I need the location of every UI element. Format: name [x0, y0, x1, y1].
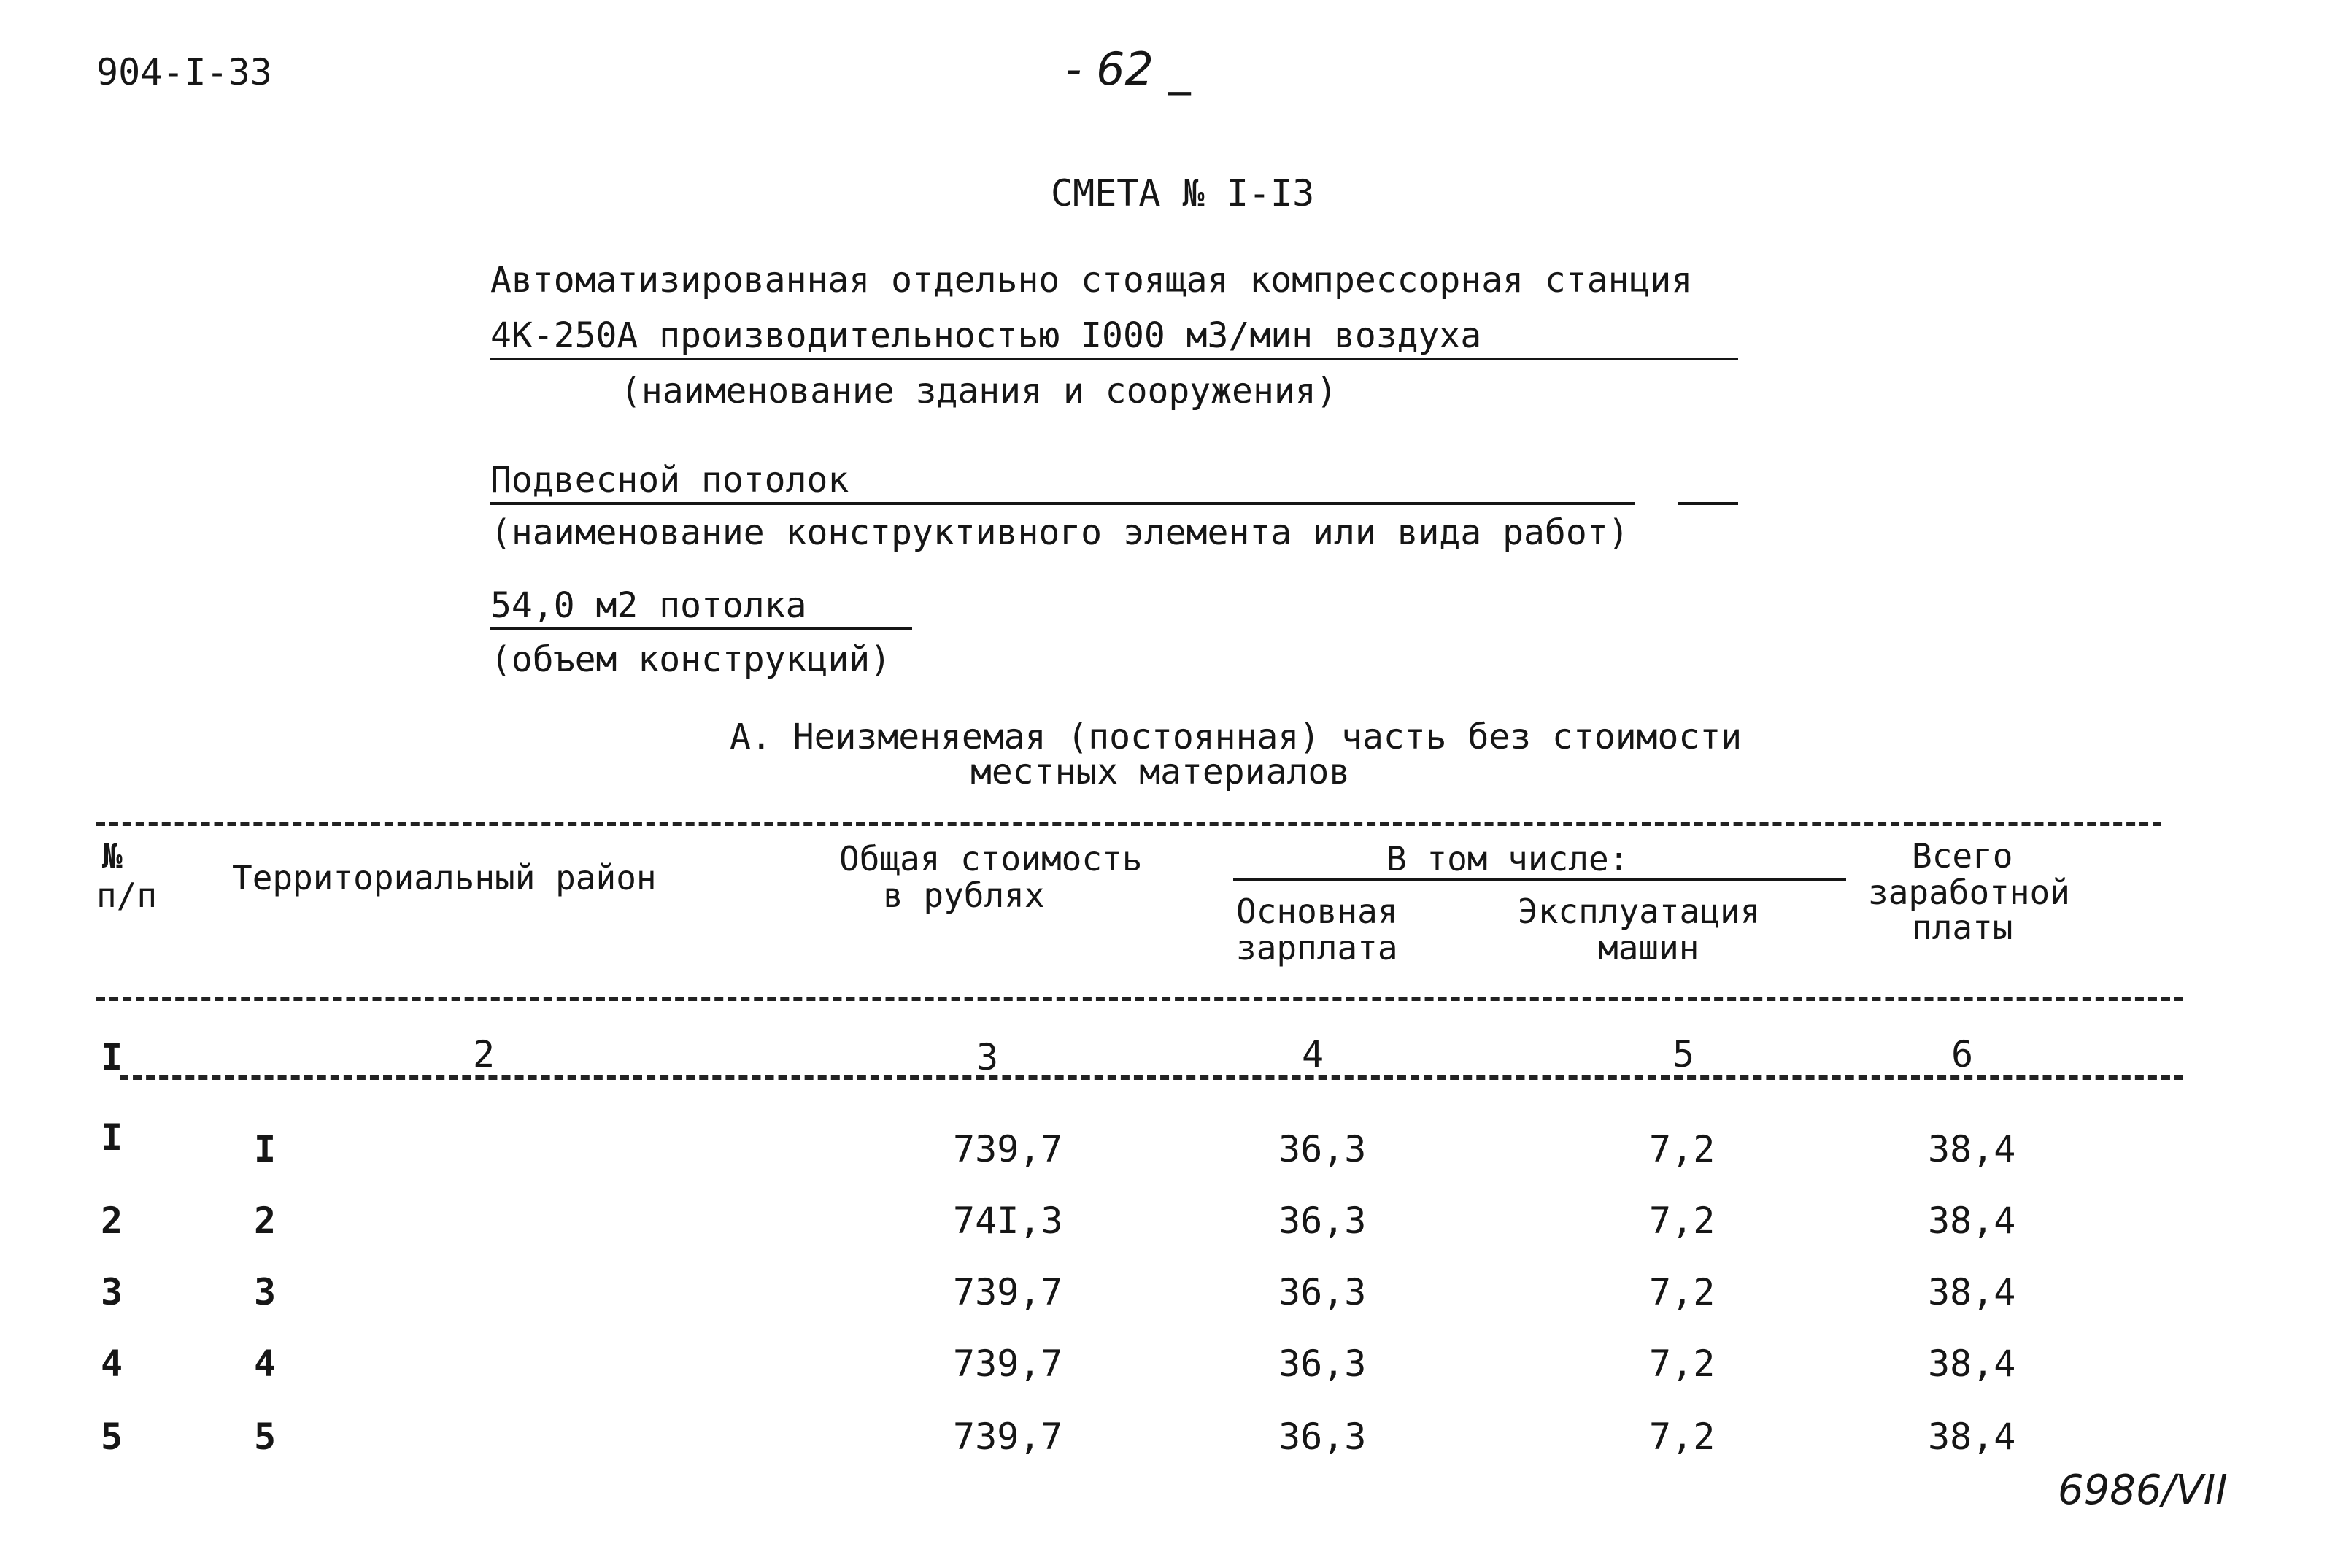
header-district: Территориальный район — [232, 858, 657, 897]
row-total-cost: 739,7 — [953, 1128, 1063, 1170]
row-base-wage: 36,3 — [1278, 1200, 1367, 1242]
header-total-line1: Общая стоимость — [839, 839, 1143, 878]
header-machine-line2: машин — [1598, 928, 1699, 968]
structural-element-name: Подвесной потолок — [490, 460, 849, 501]
column-number-3: 3 — [976, 1036, 999, 1078]
row-total-cost: 739,7 — [953, 1416, 1063, 1458]
row-number: I — [101, 1116, 123, 1159]
header-number: п/п — [96, 876, 158, 915]
construction-volume: 54,0 м2 потолка — [490, 585, 807, 626]
row-base-wage: 36,3 — [1278, 1416, 1367, 1458]
table-header-rule — [96, 997, 2183, 1001]
row-machine-cost: 7,2 — [1649, 1128, 1716, 1170]
row-district: 5 — [254, 1416, 277, 1458]
row-district: 2 — [254, 1200, 277, 1242]
row-district: I — [254, 1128, 277, 1170]
header-all-wage-line2: заработной — [1868, 873, 2070, 912]
document-code: 904-I-33 — [96, 51, 272, 93]
table-top-rule — [96, 822, 2161, 826]
header-wage-line2: зарплата — [1236, 928, 1398, 968]
archive-stamp: 6986/VII — [2058, 1467, 2228, 1514]
row-number: 3 — [101, 1271, 123, 1313]
estimate-title: СМЕТА № I-I3 — [1051, 172, 1315, 215]
row-base-wage: 36,3 — [1278, 1271, 1367, 1313]
column-number-5: 5 — [1672, 1033, 1695, 1075]
column-number-1: I — [101, 1036, 123, 1078]
row-base-wage: 36,3 — [1278, 1343, 1367, 1385]
row-machine-cost: 7,2 — [1649, 1200, 1716, 1242]
row-number: 4 — [101, 1343, 123, 1385]
row-number: 5 — [101, 1416, 123, 1458]
page-number: - 62 _ — [1065, 42, 1191, 96]
header-all-wage-line1: Всего — [1912, 836, 2013, 876]
header-number-symbol: № — [102, 836, 123, 876]
row-machine-cost: 7,2 — [1649, 1416, 1716, 1458]
column-number-2: 2 — [473, 1033, 495, 1075]
row-district: 4 — [254, 1343, 277, 1385]
header-total-line2: в рублях — [883, 876, 1045, 915]
row-total-wage: 38,4 — [1928, 1200, 2016, 1242]
construction-volume-caption: (объем конструкций) — [490, 639, 892, 680]
building-name-line2: 4К-250А производительностью I000 м3/мин воздуха — [490, 315, 1482, 356]
column-number-6: 6 — [1951, 1033, 1974, 1075]
row-machine-cost: 7,2 — [1649, 1271, 1716, 1313]
column-number-4: 4 — [1302, 1033, 1324, 1075]
row-total-wage: 38,4 — [1928, 1343, 2016, 1385]
building-caption: (наименование здания и сооружения) — [620, 371, 1338, 412]
structural-element-underline — [490, 502, 1635, 505]
row-total-wage: 38,4 — [1928, 1416, 2016, 1458]
section-heading-line2: местных материалов — [970, 752, 1351, 792]
header-all-wage-line3: платы — [1912, 908, 2013, 947]
row-total-cost: 739,7 — [953, 1343, 1063, 1385]
column-numbers-rule — [120, 1075, 2183, 1080]
row-number: 2 — [101, 1200, 123, 1242]
header-wage-line1: Основная — [1236, 892, 1398, 931]
row-total-wage: 38,4 — [1928, 1128, 2016, 1170]
header-including: В том числе: — [1386, 839, 1629, 878]
row-total-cost: 74I,3 — [953, 1200, 1063, 1242]
header-machine-line1: Эксплуатация — [1518, 892, 1761, 931]
row-total-cost: 739,7 — [953, 1271, 1063, 1313]
row-base-wage: 36,3 — [1278, 1128, 1367, 1170]
construction-volume-underline — [490, 627, 912, 630]
section-heading-line1: А. Неизменяемая (постоянная) часть без стоимости — [730, 717, 1743, 757]
row-total-wage: 38,4 — [1928, 1271, 2016, 1313]
row-machine-cost: 7,2 — [1649, 1343, 1716, 1385]
structural-element-underline-tail — [1678, 502, 1738, 505]
structural-element-caption: (наименование конструктивного элемента или вида работ) — [490, 512, 1629, 553]
row-district: 3 — [254, 1271, 277, 1313]
header-including-rule — [1233, 878, 1846, 881]
building-name-underline — [490, 358, 1738, 360]
building-name-line1: Автоматизированная отдельно стоящая компрессорная станция — [490, 260, 1693, 301]
